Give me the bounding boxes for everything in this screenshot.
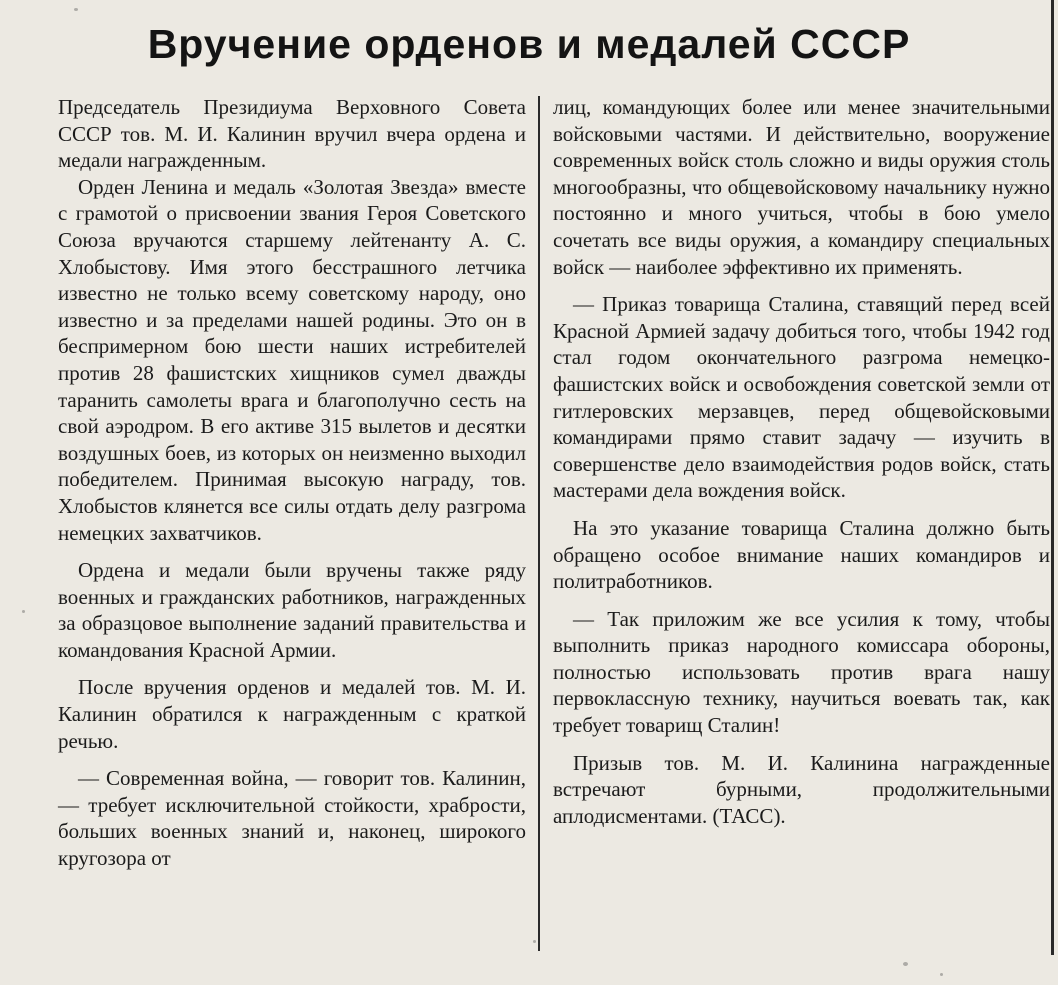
left-column [58, 94, 526, 872]
print-speck [903, 962, 908, 966]
paragraph: Призыв тов. М. И. Калинина награжденные встречают бурными, продолжительными аплодисментами. (ТАСС). [553, 750, 1050, 828]
paragraph: — Так приложим же все усилия к тому, чтобы выполнить приказ народного комиссара обороны, полностью использовать против врага нашу первоклассную технику, научиться воевать так, как требует товарищ Сталин! [553, 606, 1050, 738]
paragraph: Председатель Президиума Верховного Совета СССР тов. М. И. Калинин вручил вчера ордена и медали награжденным. [58, 95, 526, 173]
article-headline: Вручение орденов и медалей СССР [147, 21, 911, 67]
print-speck [22, 610, 25, 613]
paragraph: На это указание товарища Сталина должно быть обращено особое внимание наших командиров и политработников. [553, 515, 1050, 594]
page-edge-rule [1051, 0, 1054, 955]
column-divider [538, 96, 540, 951]
print-speck [940, 973, 943, 976]
paragraph: Орден Ленина и медаль «Золотая Звезда» вместе с грамотой о присвоении звания Героя Советского Союза вручаются старшему лейтенанту А. С. Хлобыстову. Имя этого бесстрашного летчика известно не только всему советскому народу, оно известно и за пределами нашей родины. Это он в беспримерном бою шести наших истребителей против 28 фашистских хищников сумел дважды таранить самолеты врага и благополучно сесть на свой аэродром. В его активе 315 вылетов и десятки воздушных боев, из которых он неизменно выходил победителем. Принимая высокую награду, тов. Хлобыстов клянется все силы отдать делу разгрома немецких захватчиков. [58, 174, 526, 545]
print-speck [533, 940, 536, 943]
paragraph: — Современная война, — говорит тов. Калинин, — требует исключительной стойкости, храбрости, больших военных знаний и, наконец, широкого кругозора от [58, 766, 526, 871]
right-column [545, 94, 1050, 829]
paragraph: — Приказ товарища Сталина, ставящий перед всей Красной Армией задачу добиться того, чтобы 1942 год стал годом окончательного разгрома немецко-фашистских войск и освобождения советской земли от гитлеровских мерзавцев, перед общевойсковыми командирами прямо ставит задачу — изучить в совершенстве дело взаимодействия родов войск, стать мастерами дела вождения войск. [553, 292, 1050, 503]
paragraph: Ордена и медали были вручены также ряду военных и гражданских работников, награжденных за образцовое выполнение заданий правительства и командования Красной Армии. [58, 558, 526, 662]
paragraph: После вручения орденов и медалей тов. М. И. Калинин обратился к награжденным с краткой речью. [58, 675, 526, 753]
print-speck [74, 8, 78, 11]
paragraph: лиц, командующих более или менее значительными войсковыми частями. И действительно, вооружение современных войск столь сложно и виды оружия столь многообразны, что общевойсковому начальнику нужно постоянно и много учиться, чтобы в бою умело сочетать все виды оружия, а командиру специальных войск — наиболее эффективно их применять. [553, 95, 1050, 279]
